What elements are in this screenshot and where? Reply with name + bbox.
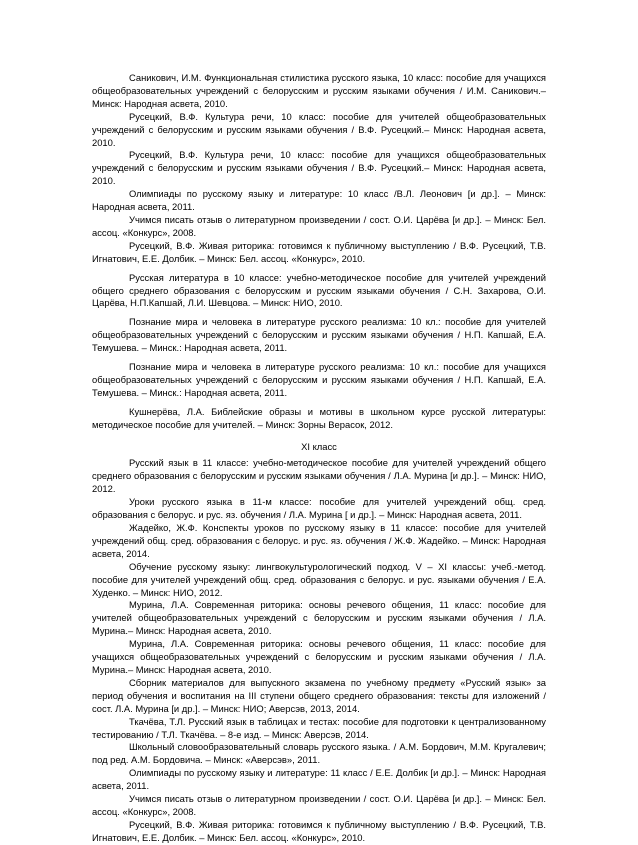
reference-item: Олимпиады по русскому языку и литературе: 11 класс / Е.Е. Долбик [и др.]. – Минск: Народная асвета, 2011.: [92, 767, 546, 792]
reference-item: Мурина, Л.А. Современная риторика: основы речевого общения, 11 класс: пособие для учителей общеобразовательных учреждений с белорусским и русским языками обучения / Л.А. Мурина.– Минск: Народная асвета, 2010.: [92, 599, 546, 637]
reference-item: Сборник материалов для выпускного экзамена по учебному предмету «Русский язык» за период обучения и воспитания на III ступени общего среднего образования: тексты для изложений / сост. Л.А. Мурина [и др.]. – Минск: НИО; Аверсэв, 2013, 2014.: [92, 676, 546, 714]
reference-item: Школьный словообразовательный словарь русского языка. / А.М. Бордович, М.М. Кругалевич; под ред. А.М. Бордовича. – Минск: «Аверсэв», 2011.: [92, 741, 546, 766]
reference-item: Познание мира и человека в литературе русского реализма: 10 кл.: пособие для учащихся общеобразовательных учреждений с белорусским и русским языками обучения / Н.П. Капшай, Е.А. Темушева. – Минск.: Народная асвета, 2011.: [92, 361, 546, 398]
reference-item: Кушнерёва, Л.А. Библейские образы и мотивы в школьном курсе русской литературы: методическое пособие для учителей. – Минск: Зорны Верасок, 2012.: [92, 405, 546, 430]
reference-item: Русский язык в 11 классе: учебно-методическое пособие для учителей учреждений общего среднего образования с белорусским и русским языками обучения / Л.А. Мурина [и др.]. – Минск: НИО, 2012.: [92, 457, 546, 495]
reference-item: Жадейко, Ж.Ф. Конспекты уроков по русскому языку в 11 классе: пособие для учителей учреждений общ. сред. образования с белорус. и рус. яз. обучения / Ж.Ф. Жадейко. – Минск: Народная асвета, 2014.: [92, 522, 546, 559]
reference-item: Мурина, Л.А. Современная риторика: основы речевого общения, 11 класс: пособие для учащихся общеобразовательных учреждений с белорусским и русским языками обучения / Л.А. Мурина.– Минск: Народная асвета, 2010.: [92, 638, 546, 675]
reference-item: Русская литература в 10 классе: учебно-методическое пособие для учителей учреждений общего среднего образования с белорусским и русским языками обучения / С.Н. Захарова, О.И. Царёва, Н.П.Капшай, Л.И. Шевцова. – Минск: НИО, 2010.: [92, 271, 546, 309]
reference-item: Русецкий, В.Ф. Живая риторика: готовимся к публичному выступлению / В.Ф. Русецкий, Т.В. Игнатович, Е.Е. Долбик. – Минск: Бел. ассоц. «Конкурс», 2010.: [92, 818, 546, 843]
reference-item: Ткачёва, Т.Л. Русский язык в таблицах и тестах: пособие для подготовки к централизованному тестированию / Т.Л. Ткачёва. – 8-е изд. – Минск: Аверсэв, 2014.: [92, 715, 546, 740]
reference-item: Русецкий, В.Ф. Культура речи, 10 класс: пособие для учащихся общеобразовательных учреждений с белорусским и русским языками обучения / В.Ф. Русецкий.– Минск: Народная асвета, 2010.: [92, 149, 546, 187]
reference-item: Русецкий, В.Ф. Культура речи, 10 класс: пособие для учителей общеобразовательных учреждений с белорусским и русским языками обучения / В.Ф. Русецкий.– Минск: Народная асвета, 2010.: [92, 110, 546, 148]
reference-item: Обучение русскому языку: лингвокультурологический подход. V – XI классы: учеб.-метод. пособие для учителей учреждений общ. сред. образования с белорус. и рус. языками обучения / Е.А. Худенко. – Минск: НИО, 2012.: [92, 560, 546, 598]
reference-item: Познание мира и человека в литературе русского реализма: 10 кл.: пособие для учителей общеобразовательных учреждений с белорусским и русским языками обучения / Н.П. Капшай, Е.А. Темушева. – Минск.: Народная асвета, 2011.: [92, 316, 546, 354]
document-page: [92, 72, 546, 845]
reference-item: Уроки русского языка в 11-м классе: пособие для учителей учреждений общ. сред. образования с белорус. и рус. яз. обучения / Л.А. Мурина [ и др.]. – Минск: Народная асвета, 2011.: [92, 496, 546, 521]
reference-item: Русецкий, В.Ф. Живая риторика: готовимся к публичному выступлению / В.Ф. Русецкий, Т.В. Игнатович, Е.Е. Долбик. – Минск: Бел. ассоц. «Конкурс», 2010.: [92, 239, 546, 264]
reference-item: Учимся писать отзыв о литературном произведении / сост. О.И. Царёва [и др.]. – Минск: Бел. ассоц. «Конкурс», 2008.: [92, 213, 546, 238]
reference-item: Олимпиады по русскому языку и литературе: 10 класс /В.Л. Леонович [и др.]. – Минск: Народная асвета, 2011.: [92, 188, 546, 213]
section-title: XI класс: [301, 440, 337, 452]
reference-item: Саникович, И.М. Функциональная стилистика русского языка, 10 класс: пособие для учащихся общеобразовательных учреждений с белорусским и русским языками обучения / И.М. Саникович.– Минск: Народная асвета, 2010.: [92, 72, 546, 109]
reference-item: Учимся писать отзыв о литературном произведении / сост. О.И. Царёва [и др.]. – Минск: Бел. ассоц. «Конкурс», 2008.: [92, 793, 546, 817]
